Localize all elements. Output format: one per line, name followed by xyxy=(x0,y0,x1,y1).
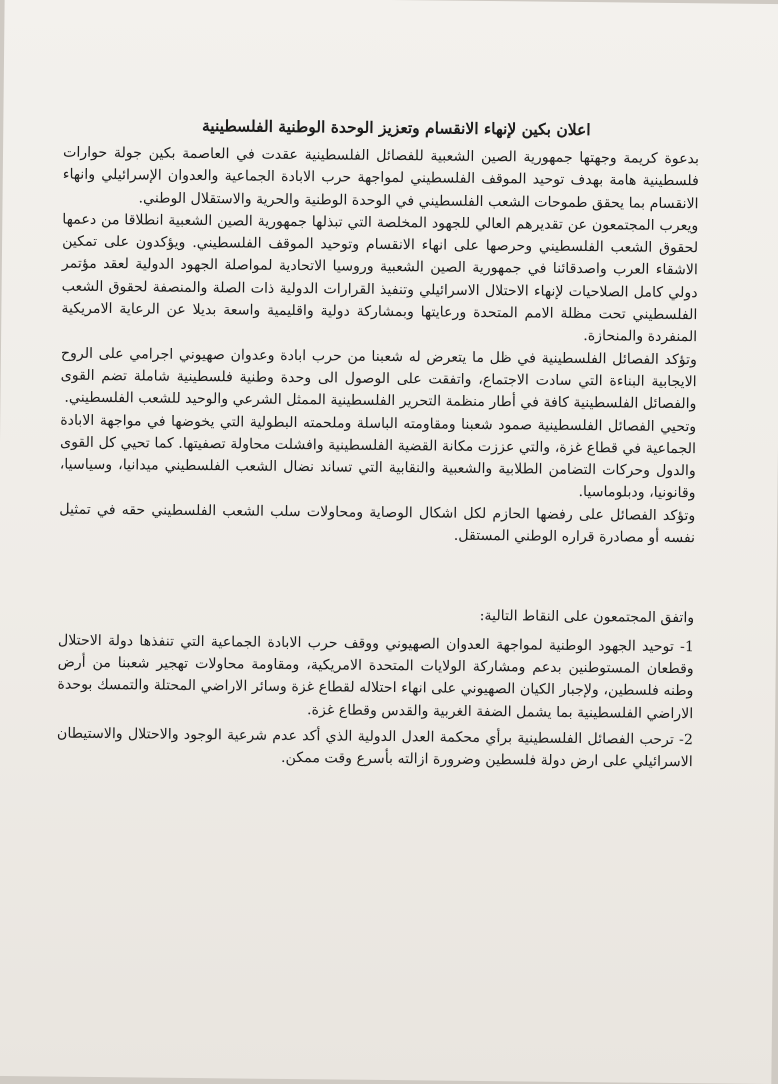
document-title: اعلان بكين لإنهاء الانقسام وتعزيز الوحدة الوطنية الفلسطينية xyxy=(202,116,592,140)
section-spacer xyxy=(59,543,696,608)
point-1: 1- توحيد الجهود الوطنية لمواجهة العدوان الصهيوني ووقف حرب الابادة الجماعية التي تنفذها دولة الاحتلال وقطعان المستوطنين بدعم ومشاركة الولايات المتحدة الامريكية، ومقاومة محاولات تهجير شعبنا من أرض وطنه فلسطين، ولإجبار الكيان الصهيوني على انهاء احتلاله لقطاع غزة وسائر الاراضي المحتلة والتمسك بوحدة الاراضي الفلسطينية بما يشمل الضفة الغربية والقدس وقطاع غزة. xyxy=(58,632,695,722)
paragraph-salute: وتحيي الفصائل الفلسطينية صمود شعبنا ومقاومته الباسلة وملحمته البطولية التي يخوضها في مواجهة الابادة الجماعية في قطاع غزة، والتي عززت مكانة القضية الفلسطينية وافشلت محاولة تصفيتها. كما تحيي كل القوى والدول وحركات التضامن الطلابية والشعبية والنقابية التي تساند نضال الشعب الفلسطيني ميدانيا، وسياسيا، وقانونيا، ودبلوماسيا. xyxy=(60,412,698,502)
paragraph-appreciation: ويعرب المجتمعون عن تقديرهم العالي للجهود المخلصة التي تبذلها جمهورية الصين الشعبية انطلاقا من دعمها لحقوق الشعب الفلسطيني وحرصها على انهاء الانقسام وتوحيد الموقف الفلسطيني. ويؤكدون على تمكين الاشقاء العرب واصدقائنا في جمهورية الصين الشعبية وروسيا الاتحادية لمواصلة الجهود الدولية لعقد مؤتمر دولي كامل الصلاحيات لإنهاء الاحتلال الاسرائيلي وتنفيذ القرارات الدولية ذات الصلة والمنصفة لحقوق الشعب الفلسطيني تحت مظلة الامم المتحدة ورعايتها وبمشاركة دولية واقليمية واسعة بديلا عن الرعاية الامريكية المنفردة والمنحازة. xyxy=(62,211,700,346)
paragraph-rejection: وتؤكد الفصائل على رفضها الحازم لكل اشكال الوصاية ومحاولات سلب الشعب الفلسطيني حقه في تمثيل نفسه أو مصادرة قراره الوطني المستقل. xyxy=(60,501,697,547)
paragraph-unity: وتؤكد الفصائل الفلسطينية في ظل ما يتعرض له شعبنا من حرب ابادة وعدوان صهيوني اجرامي على الروح الايجابية البناءة التي سادت الاجتماع، واتفقت على الوصول الى وحدة وطنية فلسطينية شاملة تضم القوى والفصائل الفلسطينية كافة في أطار منظمة التحرير الفلسطينية الممثل الشرعي والوحيد للشعب الفلسطيني. xyxy=(61,345,698,413)
points-intro: واتفق المجتمعون على النقاط التالية: xyxy=(480,608,696,627)
paragraph-invitation: بدعوة كريمة وجهتها جمهورية الصين الشعبية للفصائل الفلسطينية عقدت في العاصمة بكين جولة حوارات فلسطينية هامة بهدف توحيد الموقف الفلسطيني لمواجهة حرب الابادة الجماعية والعدوان الإسرائيلي وانهاء الانقسام بما يحقق طموحات الشعب الفلسطيني في الوحدة الوطنية والحرية والاستقلال الوطني. xyxy=(63,144,701,212)
point-2: 2- ترحب الفصائل الفلسطينية برأي محكمة العدل الدولية الذي أكد عدم شرعية الوجود والاحتلال والاستيطان الاسرائيلي على ارض دولة فلسطين وضرورة ازالته بأسرع وقت ممكن. xyxy=(57,725,695,771)
